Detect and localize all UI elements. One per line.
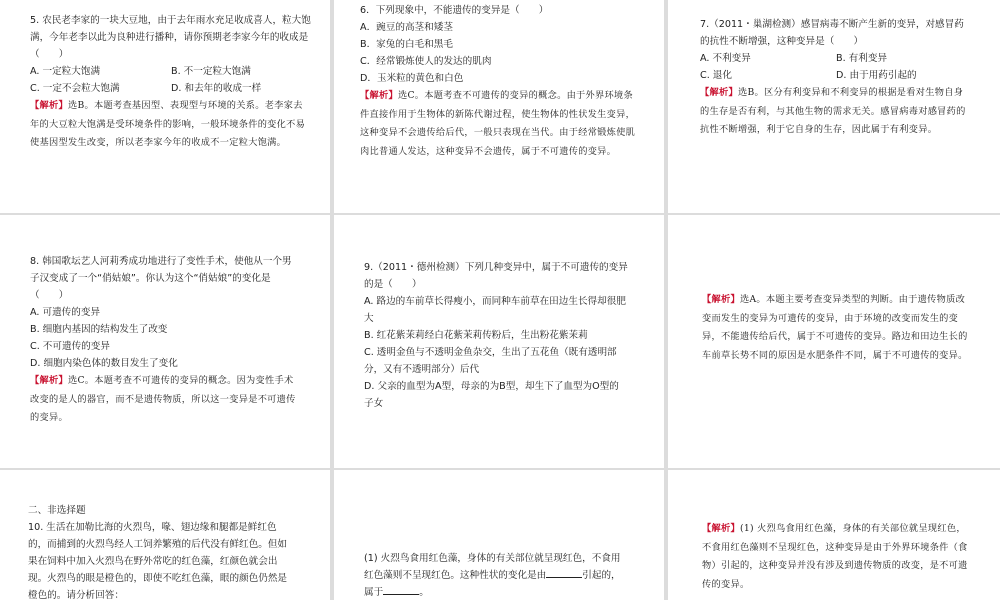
analysis bbox=[702, 291, 972, 365]
panel-question-9 bbox=[334, 215, 664, 468]
section-heading: 二、非选择题 bbox=[28, 505, 86, 516]
option-c: C. 退化 bbox=[700, 70, 732, 81]
option-c: C．经常锻炼使人的发达的肌肉 bbox=[360, 56, 492, 67]
analysis-tag: 【解析】 bbox=[30, 375, 68, 386]
question-text: 5. 农民老李家的一块大豆地，由于去年雨水充足收成喜人，粒大饱满，今年老李以此为良种进行播种，请你预期老李家今年的收成是（ ） bbox=[30, 15, 311, 60]
analysis-tag: 【解析】 bbox=[702, 523, 740, 534]
option-a: A. 不利变异 bbox=[700, 53, 751, 64]
analysis-tag: 【解析】 bbox=[30, 100, 68, 111]
option-b: B. 不一定粒大饱满 bbox=[171, 66, 251, 77]
option-b: B. 细胞内基因的结构发生了改变 bbox=[30, 324, 168, 335]
panel-question-8 bbox=[0, 215, 330, 468]
option-d: D．玉米粒的黄色和白色 bbox=[360, 73, 464, 84]
panel-question-7 bbox=[668, 0, 1000, 213]
analysis bbox=[30, 97, 312, 153]
analysis bbox=[702, 520, 970, 594]
analysis bbox=[700, 84, 972, 140]
option-d: D. 和去年的收成一样 bbox=[171, 83, 262, 94]
question-text: 6．下列现象中，不能遗传的变异是（ ） bbox=[360, 5, 549, 16]
options-row-2 bbox=[30, 80, 312, 97]
options-list bbox=[364, 293, 628, 412]
options-row-2 bbox=[700, 67, 972, 84]
panel-analysis-9 bbox=[668, 215, 1000, 468]
options-row-1 bbox=[700, 50, 972, 67]
option-b: B. 红花紫茉莉经白花紫茉莉传粉后，生出粉花紫茉莉 bbox=[364, 330, 588, 341]
panel-analysis-10 bbox=[668, 470, 1000, 600]
question-text-part-1: (1) 火烈鸟食用红色藻，身体的有关部位就呈现红色，不食用红色藻则不呈现红色。这种性状的变化是由 bbox=[364, 553, 621, 581]
option-b: B. 有利变异 bbox=[836, 53, 888, 64]
question-text: 9.（2011・德州检测）下列几种变异中，属于不可遗传的变异的是（ ） bbox=[364, 262, 628, 290]
option-c: C. 不可遗传的变异 bbox=[30, 341, 110, 352]
answer-blank-1[interactable] bbox=[546, 567, 582, 578]
question-text: 10. 生活在加勒比海的火烈鸟，喙、翅边缘和腿都是鲜红色的，而捕到的火烈鸟经人工饲养繁殖的后代没有鲜红色。但如果在饲料中加入火烈鸟在野外常吃的红色藻，红颜色就会出现。火烈鸟的眼是橙色的，即使不吃红色藻，眼的颜色仍然是橙色的。请分析回答： bbox=[28, 522, 288, 600]
analysis-text: (1) 火烈鸟食用红色藻，身体的有关部位就呈现红色，不食用红色藻则不呈现红色，这种变异是由于外界环境条件（食物）引起的，这种变异并没有涉及到遗传物质的改变，是不可遗传的变异。 bbox=[702, 523, 968, 590]
analysis-text: 选B。区分有利变异和不利变异的根据是看对生物自身的生存是否有利，与其他生物的需求无关。感冒病毒对感冒药的抗性不断增强，利于它自身的生存，因此属于有利变异。 bbox=[700, 87, 966, 135]
analysis-text: 选C。本题考查不可遗传的变异的概念。因为变性手术改变的是人的器官，而不是遗传物质，所以这一变异是不可遗传的变异。 bbox=[30, 375, 296, 423]
question-text bbox=[364, 550, 628, 600]
option-a: A. 可遗传的变异 bbox=[30, 307, 101, 318]
question-text: 8. 韩国歌坛艺人河莉秀成功地进行了变性手术，使他从一个男子汉变成了一个“俏姑娘”。你认为这个“俏姑娘”的变化是（ ） bbox=[30, 256, 292, 301]
option-a: A. 一定粒大饱满 bbox=[30, 66, 101, 77]
option-c: C. 一定不会粒大饱满 bbox=[30, 83, 120, 94]
option-d: D. 细胞内染色体的数目发生了变化 bbox=[30, 358, 178, 369]
option-a: A．豌豆的高茎和矮茎 bbox=[360, 22, 453, 33]
options-list bbox=[360, 19, 638, 87]
panel-question-5 bbox=[0, 0, 330, 213]
option-d: D. 由于用药引起的 bbox=[836, 70, 917, 81]
panel-question-6 bbox=[334, 0, 664, 213]
analysis bbox=[360, 87, 638, 161]
question-text-part-2: 引起的，属于 bbox=[364, 570, 621, 598]
panel-question-10 bbox=[0, 470, 330, 600]
options-list bbox=[30, 304, 300, 372]
option-a: A. 路边的车前草长得瘦小，而同种车前草在田边生长得却很肥大 bbox=[364, 296, 626, 324]
analysis-tag: 【解析】 bbox=[700, 87, 738, 98]
question-text: 7.（2011・巢湖检测）感冒病毒不断产生新的变异，对感冒药的抗性不断增强，这种变异是（ ） bbox=[700, 19, 964, 47]
option-c: C. 透明金鱼与不透明金鱼杂交，生出了五花鱼（既有透明部分，又有不透明部分）后代 bbox=[364, 347, 617, 375]
analysis bbox=[30, 372, 300, 428]
option-d: D. 父亲的血型为A型，母亲的为B型，却生下了血型为O型的子女 bbox=[364, 381, 619, 409]
panel-question-10-part-1 bbox=[334, 470, 664, 600]
options-row-1 bbox=[30, 63, 312, 80]
option-b: B．家兔的白毛和黑毛 bbox=[360, 39, 453, 50]
analysis-tag: 【解析】 bbox=[702, 294, 740, 305]
analysis-tag: 【解析】 bbox=[360, 90, 398, 101]
analysis-text: 选B。本题考查基因型、表现型与环境的关系。老李家去年的大豆粒大饱满是受环境条件的影响，一般环境条件的变化不易使基因型发生改变，所以老李家今年的收成不一定粒大饱满。 bbox=[30, 100, 306, 148]
analysis-text: 选C。本题考查不可遗传的变异的概念。由于外界环境条件直接作用于生物体的新陈代谢过程，使生物体的性状发生变异，这种变异不会遗传给后代，一般只表现在当代。由于经常锻炼使肌肉比普通人发达，这种变异不会遗传，属于不可遗传的变异。 bbox=[360, 90, 636, 157]
answer-blank-2[interactable] bbox=[383, 584, 419, 595]
question-text-part-3: 。 bbox=[419, 587, 429, 598]
analysis-text: 选A。本题主要考查变异类型的判断。由于遗传物质改变而发生的变异为可遗传的变异，由于环境的改变而发生的变异，不能遗传给后代，属于不可遗传的变异。路边和田边生长的车前草长势不同的原因是水肥条件不同，属于不可遗传的变异。 bbox=[702, 294, 968, 361]
